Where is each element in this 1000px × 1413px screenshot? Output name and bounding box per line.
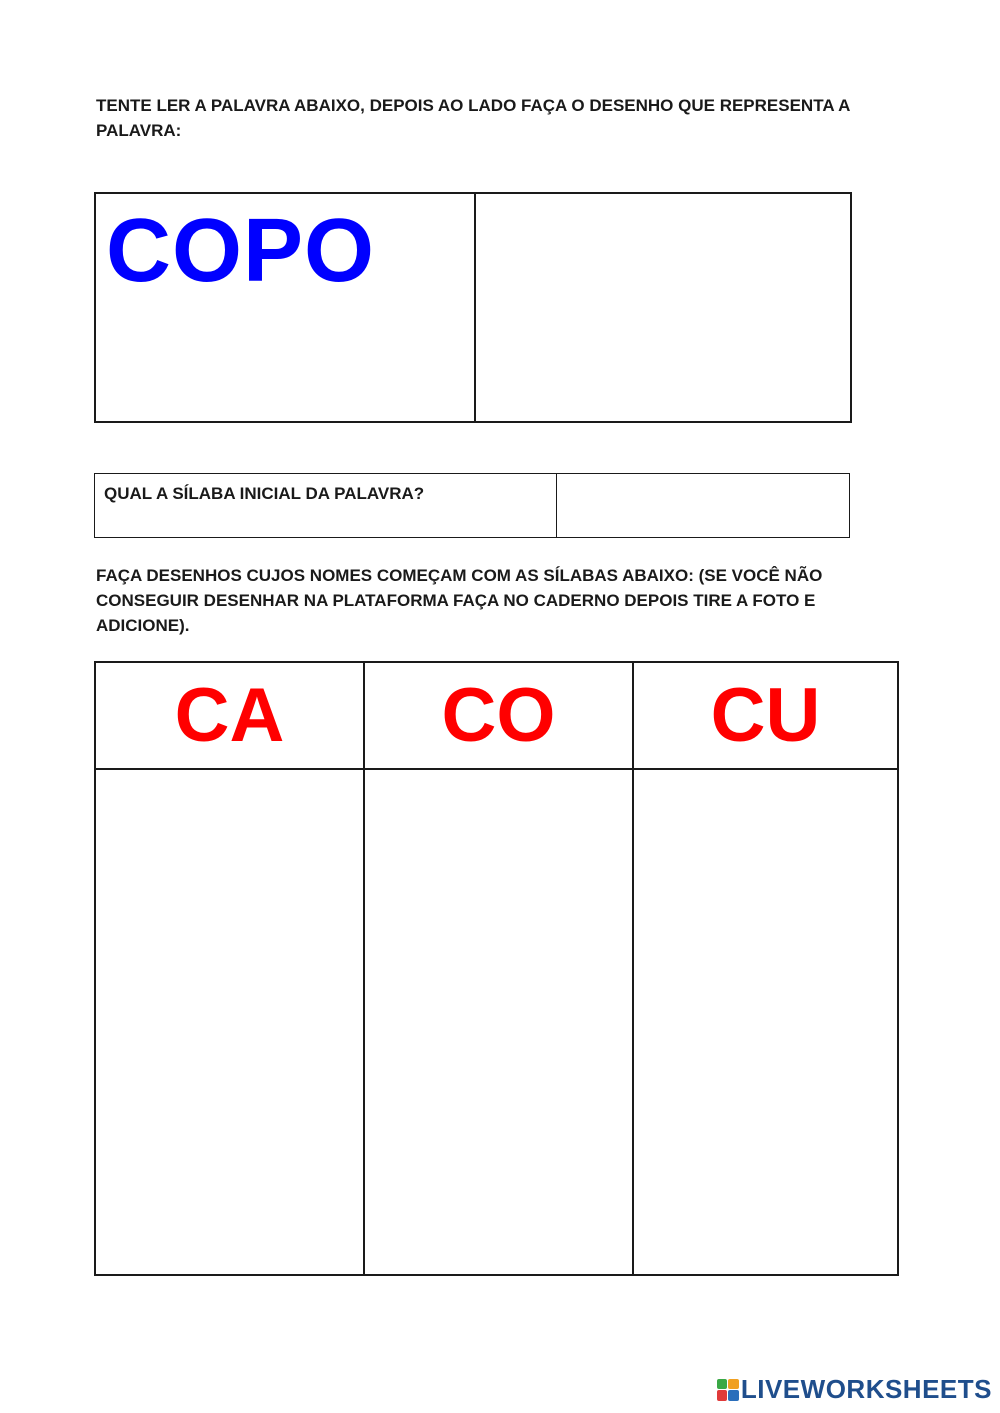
instruction-draw-syllables: FAÇA DESENHOS CUJOS NOMES COMEÇAM COM AS SÍLABAS ABAIXO: (SE VOCÊ NÃO CONSEGUIR DESENHAR NA PLATAFORMA FAÇA NO CADERNO DEPOIS TIRE A FOTO E ADICIONE). bbox=[96, 566, 823, 635]
question-box bbox=[94, 473, 850, 538]
logo-square bbox=[728, 1390, 739, 1401]
question-answer-input[interactable] bbox=[557, 474, 849, 537]
instruction-read-word: TENTE LER A PALAVRA ABAIXO, DEPOIS AO LADO FAÇA O DESENHO QUE REPRESENTA A PALAVRA: bbox=[96, 96, 850, 140]
logo-square bbox=[717, 1390, 728, 1401]
word-drawing-box bbox=[94, 192, 852, 423]
logo-square bbox=[717, 1379, 728, 1390]
question-label: QUAL A SÍLABA INICIAL DA PALAVRA? bbox=[95, 474, 557, 537]
syllable-column-cu bbox=[634, 663, 897, 1274]
syllable-column-ca bbox=[96, 663, 365, 1274]
syllable-drawing-area[interactable] bbox=[365, 770, 632, 1274]
syllable-header: CA bbox=[96, 663, 363, 770]
logo-text: LIVEWORKSHEETS bbox=[740, 1374, 992, 1404]
word-drawing-area[interactable] bbox=[476, 194, 850, 421]
logo-square bbox=[728, 1379, 739, 1390]
logo-squares-icon bbox=[717, 1379, 739, 1401]
syllable-header: CO bbox=[365, 663, 632, 770]
target-word: COPO bbox=[106, 201, 376, 301]
liveworksheets-logo bbox=[717, 1374, 992, 1405]
word-cell bbox=[96, 194, 476, 421]
syllables-table bbox=[94, 661, 899, 1276]
syllable-drawing-area[interactable] bbox=[96, 770, 363, 1274]
syllable-drawing-area[interactable] bbox=[634, 770, 897, 1274]
syllable-column-co bbox=[365, 663, 634, 1274]
syllable-header: CU bbox=[634, 663, 897, 770]
